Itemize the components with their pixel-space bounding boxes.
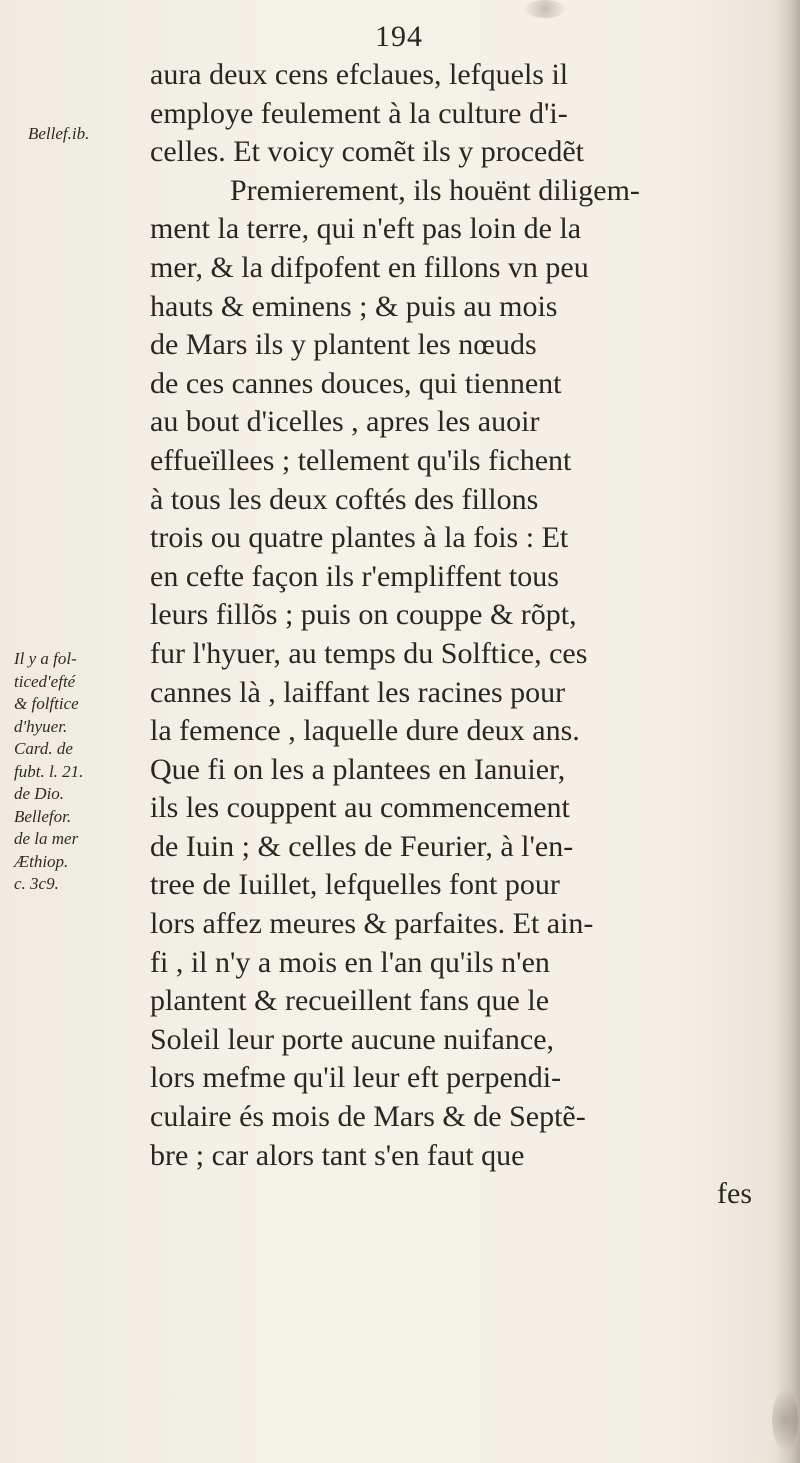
text-line: Soleil leur porte aucune nuifance, — [150, 1022, 555, 1056]
text-line: tree de Iuillet, lefquelles font pour — [150, 868, 560, 902]
margin-note-top — [28, 124, 89, 144]
text-line: bre ; car alors tant s'en faut que — [150, 1138, 525, 1172]
margin-note-line: Bellef.ib. — [28, 124, 90, 143]
margin-note-line: d'hyuer. — [14, 716, 68, 736]
text-line: lors mefme qu'il leur eft perpendi- — [150, 1061, 562, 1095]
text-line: employe feulement à la culture d'i- — [150, 96, 568, 130]
margin-note-line: Æthiop. — [14, 851, 69, 871]
text-line: effueïllees ; tellement qu'ils fichent — [150, 443, 572, 477]
text-line: lors affez meures & parfaites. Et ain- — [150, 907, 594, 941]
body-text — [150, 56, 770, 1214]
text-line: en cefte façon ils r'empliffent tous — [150, 559, 559, 593]
margin-note-line: ticed'efté — [14, 671, 76, 691]
margin-note-line: c. 3c9. — [14, 874, 59, 893]
margin-note-line: & folftice — [14, 694, 79, 713]
text-line: à tous les deux coftés des fillons — [150, 482, 539, 516]
margin-note-line: Card. de — [14, 739, 73, 758]
margin-note-line: de la mer — [14, 829, 79, 848]
text-line: fur l'hyuer, au temps du Solftice, ces — [150, 636, 588, 670]
page-number: 194 — [375, 20, 423, 53]
text-line: mer, & la difpofent en fillons vn peu — [150, 250, 589, 284]
text-line: ment la terre, qui n'eft pas loin de la — [150, 212, 582, 246]
text-line: la femence , laquelle dure deux ans. — [150, 714, 580, 748]
catchword: fes — [717, 1177, 752, 1211]
text-line: trois ou quatre plantes à la fois : Et — [150, 521, 569, 555]
text-line: leurs fillõs ; puis on couppe & rõpt, — [150, 598, 577, 632]
text-line: hauts & eminens ; & puis au mois — [150, 289, 558, 323]
text-line: ils les couppent au commencement — [150, 791, 570, 825]
ink-smudge — [772, 1390, 798, 1450]
margin-note-line: Il y a fol- — [14, 649, 77, 668]
text-line: au bout d'icelles , apres les auoir — [150, 405, 540, 439]
text-line: de Mars ils y plantent les nœuds — [150, 328, 537, 362]
text-line: de Iuin ; & celles de Feurier, à l'en- — [150, 829, 574, 863]
text-line: de ces cannes douces, qui tiennent — [150, 366, 562, 400]
margin-note-line: fubt. l. 21. — [14, 761, 84, 781]
margin-note-middle — [14, 648, 83, 896]
text-line: fi , il n'y a mois en l'an qu'ils n'en — [150, 945, 550, 979]
text-line: cannes là , laiffant les racines pour — [150, 675, 566, 709]
text-line: celles. Et voicy comẽt ils y procedẽt — [150, 135, 585, 169]
margin-note-line: Bellefor. — [14, 806, 72, 826]
text-line: culaire és mois de Mars & de Septẽ- — [150, 1100, 586, 1134]
text-line: Premierement, ils houënt diligem- — [230, 173, 640, 207]
page-binding-edge — [774, 0, 800, 1463]
ink-smudge — [525, 0, 565, 18]
margin-note-line: de Dio. — [14, 784, 65, 803]
text-line: plantent & recueillent fans que le — [150, 984, 550, 1018]
text-line: Que fi on les a plantees en Ianuier, — [150, 752, 566, 786]
text-line: aura deux cens efclaues, lefquels il — [150, 58, 569, 91]
